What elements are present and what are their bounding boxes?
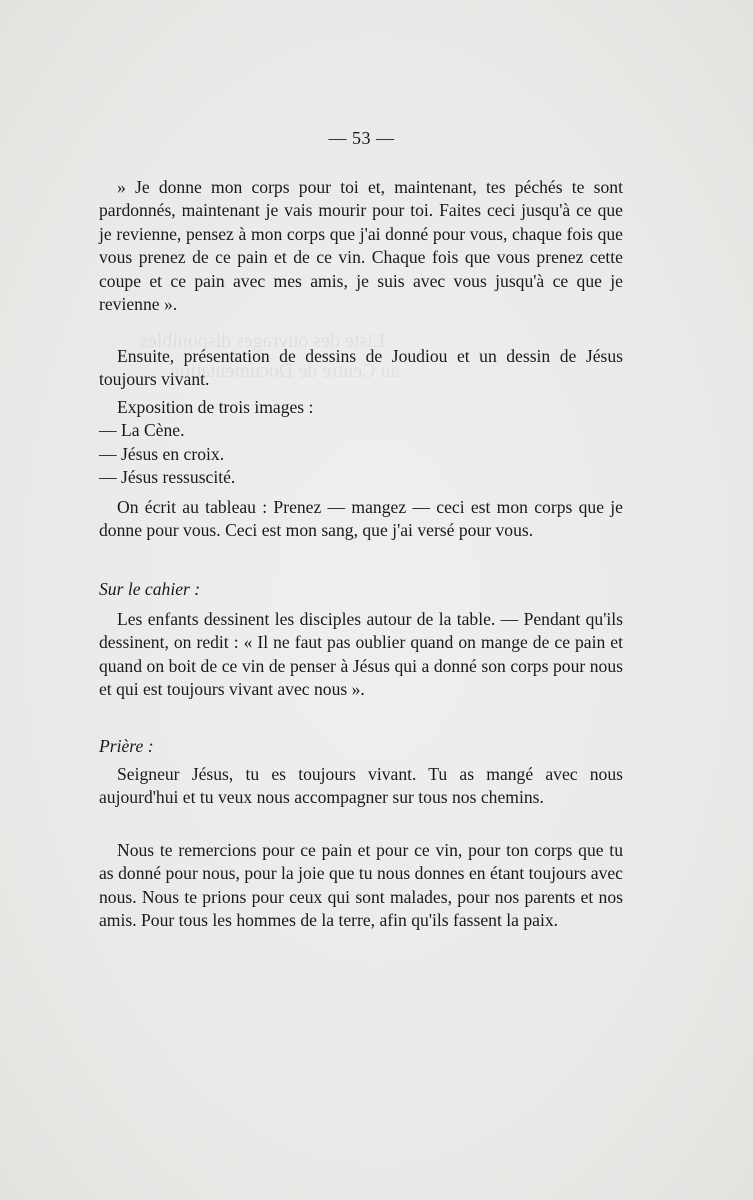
body-text	[99, 396, 623, 490]
body-text	[99, 735, 623, 758]
body-text	[99, 496, 623, 543]
body-text	[99, 608, 623, 702]
paragraph: Les enfants dessinent les disciples autour de la table. — Pendant qu'ils dessinent, on redit : « Il ne faut pas oublier quand on mange de ce pain et quand on boit de ce vin de penser à Jésus qui a donné son corps pour nous et qui est toujours vivant avec nous ».	[99, 609, 623, 700]
bleed-through-text: au Centre de Documentation	[170, 360, 400, 382]
body-text	[99, 839, 623, 933]
list-item: — La Cène.	[99, 420, 185, 441]
list-item: — Jésus en croix.	[99, 443, 225, 464]
body-text	[99, 763, 623, 810]
bleed-through-text: Liste des ouvrages disponibles	[140, 330, 385, 352]
body-text	[99, 176, 623, 316]
paragraph: Exposition de trois images :	[117, 397, 314, 417]
section-heading: Prière :	[99, 736, 154, 756]
paragraph: Ensuite, présentation de dessins de Joudiou et un dessin de Jésus toujours vivant.	[99, 346, 623, 390]
paragraph: Seigneur Jésus, tu es toujours vivant. Tu as mangé avec nous aujourd'hui et tu veux nous accompagner sur tous nos chemins.	[99, 764, 623, 808]
paragraph: Nous te remercions pour ce pain et pour ce vin, pour ton corps que tu as donné pour nous, pour la joie que tu nous donnes en étant toujours avec nous. Nous te prions pour ceux qui sont malades, pour nos parents et nos amis. Pour tous les hommes de la terre, afin qu'ils fassent la paix.	[99, 840, 623, 931]
list-item: — Jésus ressuscité.	[99, 467, 236, 488]
page-number: — 53 —	[328, 128, 395, 148]
section-heading: Sur le cahier :	[99, 579, 201, 599]
paragraph: » Je donne mon corps pour toi et, maintenant, tes péchés te sont pardonnés, maintenant je vais mourir pour toi. Faites ceci jusqu'à ce que je revienne, pensez à mon corps que j'ai donné pour vous, chaque fois que vous prenez de ce pain et de ce vin. Chaque fois que vous prenez cette coupe et ce pain avec mes amis, je suis avec vous jusqu'à ce que je revienne ».	[99, 177, 623, 315]
paragraph: On écrit au tableau : Prenez — mangez — ceci est mon corps que je donne pour vous. Ceci est mon sang, que j'ai versé pour vous.	[99, 497, 623, 541]
body-text	[99, 578, 623, 601]
body-text	[99, 345, 623, 392]
